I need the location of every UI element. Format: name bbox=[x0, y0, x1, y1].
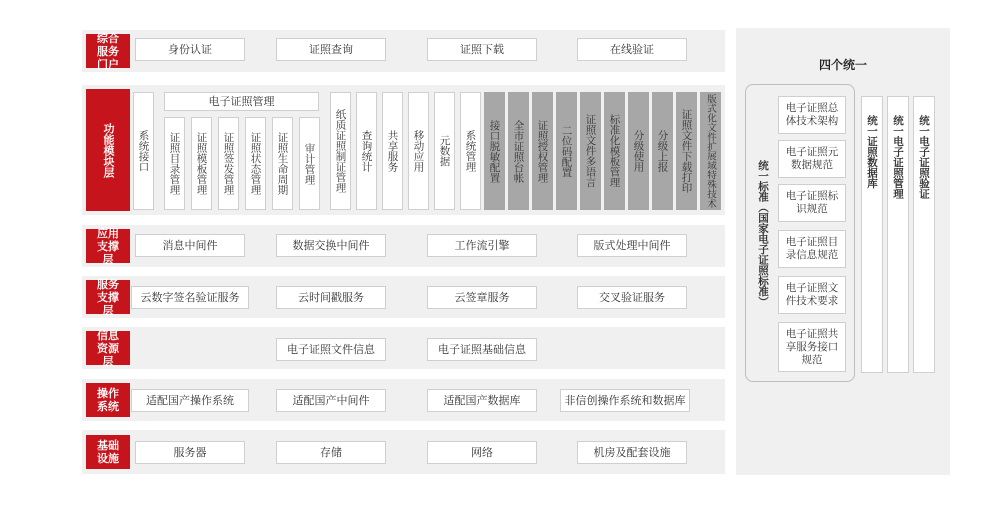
four-unifications-title: 四个统一 bbox=[818, 58, 867, 72]
ecm-item: 证照生命周期 bbox=[272, 117, 293, 210]
info-resource-layer-panel bbox=[82, 327, 725, 369]
app-support-item: 数据交换中间件 bbox=[276, 234, 386, 257]
ecm-item: 证照模板管理 bbox=[191, 117, 212, 210]
unified-database-column: 统一证照数据库 bbox=[861, 96, 883, 373]
info-resource-item: 电子证照基础信息 bbox=[427, 338, 537, 361]
infrastructure-item: 服务器 bbox=[135, 441, 245, 464]
portal-layer-label: 综合服务门户 bbox=[86, 34, 130, 68]
extended-function-item: 分级使用 bbox=[628, 92, 649, 210]
extended-function-item: 分级上报 bbox=[652, 92, 673, 210]
app-support-item: 版式处理中间件 bbox=[577, 234, 687, 257]
os-item: 适配国产操作系统 bbox=[131, 389, 249, 412]
function-item: 元数据 bbox=[434, 92, 455, 210]
function-item: 查询统计 bbox=[356, 92, 377, 210]
ecm-item: 审计管理 bbox=[299, 117, 320, 210]
service-support-layer-label: 服务支撑层 bbox=[86, 280, 130, 314]
unified-standard-label: 统一标准（国家电子证照标准） bbox=[757, 159, 769, 307]
extended-function-item: 全市证照台帐 bbox=[508, 92, 529, 210]
standard-item: 电子证照标识规范 bbox=[778, 184, 846, 222]
extended-function-item: 接口脱敏配置 bbox=[484, 92, 505, 210]
info-resource-layer-label: 信息资源层 bbox=[86, 331, 130, 365]
ecm-item: 证照签发管理 bbox=[218, 117, 239, 210]
function-item: 纸质证照制证管理 bbox=[330, 92, 351, 210]
extended-function-item: 二位码配置 bbox=[556, 92, 577, 210]
standard-item: 电子证照总体技术架构 bbox=[778, 96, 846, 134]
standard-item: 电子证照元数据规范 bbox=[778, 140, 846, 178]
service-support-item: 云签章服务 bbox=[427, 286, 537, 309]
unified-management-column: 统一电子证照管理 bbox=[887, 96, 909, 373]
extended-function-item: 证照授权管理 bbox=[532, 92, 553, 210]
standard-item: 电子证照目录信息规范 bbox=[778, 230, 846, 268]
os-layer-label: 操作系统 bbox=[86, 383, 130, 417]
ecm-title-box: 电子证照管理 bbox=[164, 92, 319, 111]
service-support-item: 交叉验证服务 bbox=[577, 286, 687, 309]
ecm-item: 证照目录管理 bbox=[164, 117, 185, 210]
info-resource-item: 电子证照文件信息 bbox=[276, 338, 386, 361]
infrastructure-layer-label: 基础设施 bbox=[86, 435, 130, 469]
function-item: 系统管理 bbox=[460, 92, 481, 210]
service-support-item: 云时间戳服务 bbox=[276, 286, 386, 309]
os-item: 适配国产中间件 bbox=[276, 389, 386, 412]
function-item: 移动应用 bbox=[408, 92, 429, 210]
extended-function-item: 版式化文件扩展域特殊技术 bbox=[700, 92, 721, 210]
standard-item: 电子证照文件技术要求 bbox=[778, 276, 846, 314]
infrastructure-item: 网络 bbox=[427, 441, 537, 464]
infrastructure-item: 机房及配套设施 bbox=[577, 441, 687, 464]
app-support-item: 工作流引擎 bbox=[427, 234, 537, 257]
unified-verification-column: 统一电子证照验证 bbox=[913, 96, 935, 373]
function-item: 共享服务 bbox=[382, 92, 403, 210]
portal-item: 证照下载 bbox=[427, 38, 537, 61]
extended-function-item: 证照文件多语言 bbox=[580, 92, 601, 210]
os-item: 非信创操作系统和数据库 bbox=[560, 389, 690, 412]
ecm-item: 证照状态管理 bbox=[245, 117, 266, 210]
portal-item: 证照查询 bbox=[276, 38, 386, 61]
os-item: 适配国产数据库 bbox=[427, 389, 537, 412]
app-support-item: 消息中间件 bbox=[135, 234, 245, 257]
service-support-item: 云数字签名验证服务 bbox=[131, 286, 249, 309]
app-support-layer-label: 应用支撑层 bbox=[86, 229, 130, 263]
extended-function-item: 证照文件下载打印 bbox=[676, 92, 697, 210]
portal-item: 在线验证 bbox=[577, 38, 687, 61]
function-layer-label: 功能模块层 bbox=[86, 89, 130, 211]
extended-function-item: 标准化模板管理 bbox=[604, 92, 625, 210]
system-interface-box: 系统接口 bbox=[133, 92, 154, 210]
portal-item: 身份认证 bbox=[135, 38, 245, 61]
standard-item: 电子证照共享服务接口规范 bbox=[778, 322, 846, 372]
infrastructure-item: 存储 bbox=[276, 441, 386, 464]
